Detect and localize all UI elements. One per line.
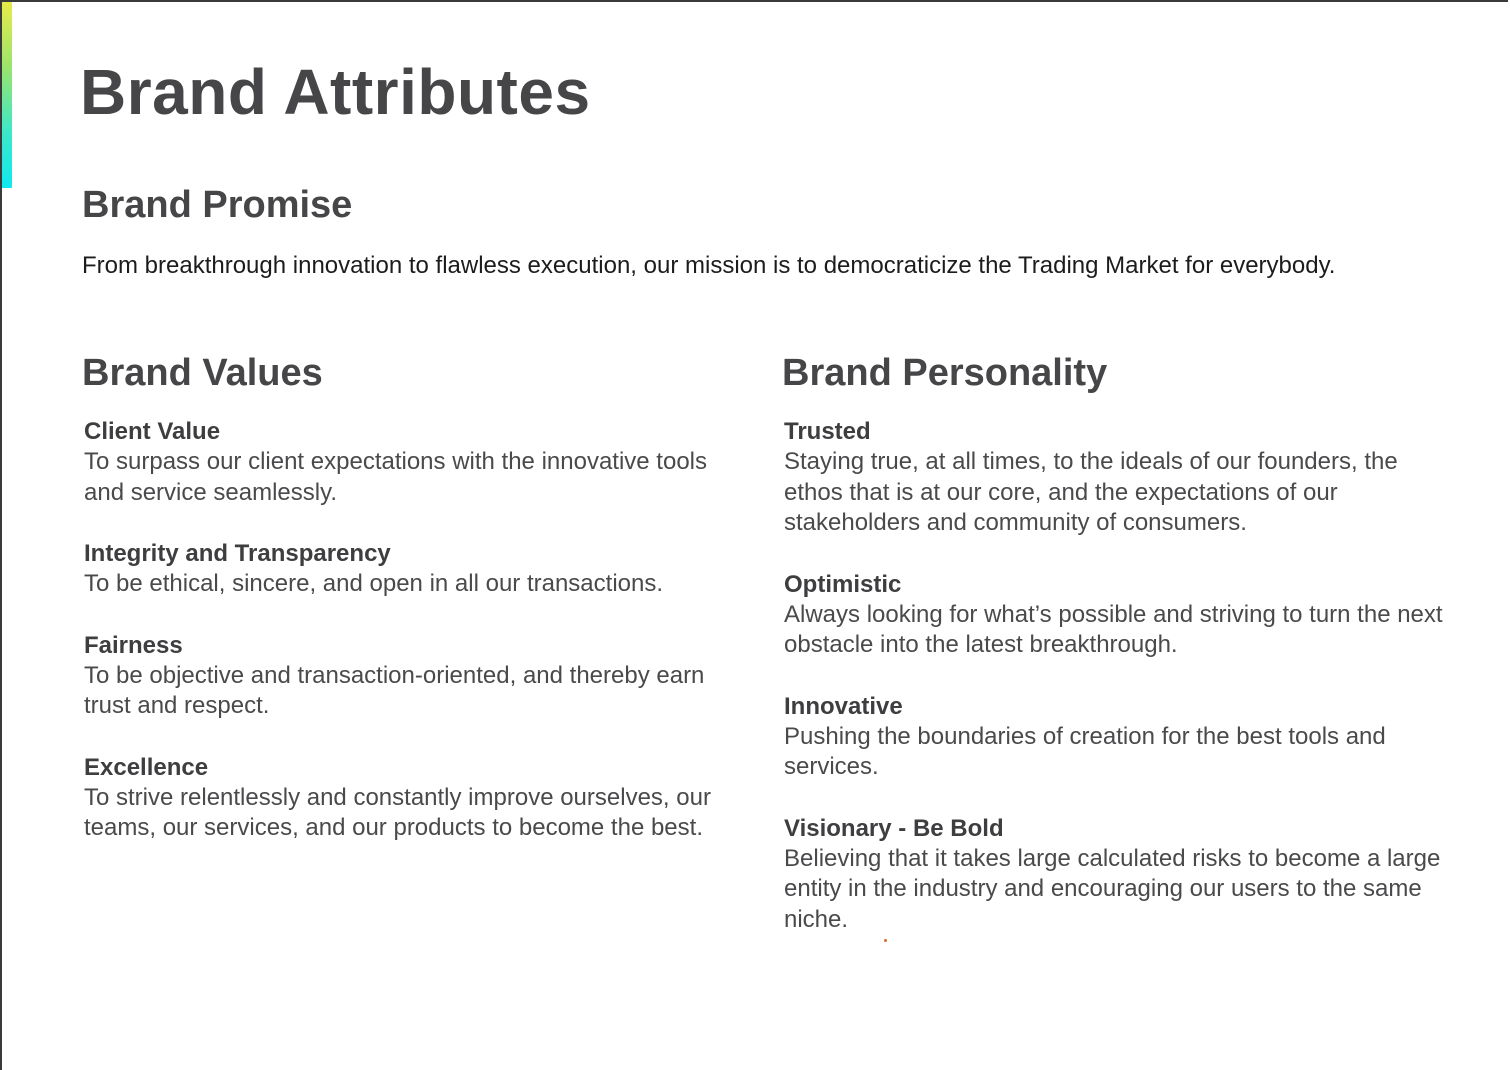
brand-promise-heading: Brand Promise <box>82 184 353 226</box>
brand-value-description: To be objective and transaction-oriented, and thereby earn trust and respect. <box>84 661 705 719</box>
brand-value-title: Fairness <box>84 631 183 659</box>
brand-value-title: Excellence <box>84 753 209 781</box>
brand-value-item <box>84 752 724 844</box>
brand-value-description: To strive relentlessly and constantly improve ourselves, our teams, our services, and our products to become the best. <box>84 783 711 841</box>
brand-promise-text: From breakthrough innovation to flawless execution, our mission is to democraticize the Trading Market for everybody. <box>82 252 1336 279</box>
brand-personality-title: Trusted <box>784 418 871 445</box>
brand-personality-item <box>784 569 1444 661</box>
brand-personality-description: Staying true, at all times, to the ideals of our founders, the ethos that is at our core, and the expectations of our stakeholders and community of consumers. <box>784 448 1398 536</box>
brand-value-item <box>84 416 724 508</box>
brand-value-description: To be ethical, sincere, and open in all our transactions. <box>84 570 664 597</box>
brand-personality-list <box>784 416 1444 965</box>
brand-personality-description: Believing that it takes large calculated risks to become a large entity in the industry and encouraging our users to the same niche. <box>784 844 1441 933</box>
page-title: Brand Attributes <box>80 56 591 128</box>
brand-personality-item <box>784 691 1444 783</box>
brand-personality-description: Pushing the boundaries of creation for the best tools and services. <box>784 722 1386 780</box>
brand-personality-title: Visionary - Be Bold <box>784 814 1004 842</box>
brand-personality-item <box>784 416 1444 539</box>
brand-personality-title: Innovative <box>784 692 903 720</box>
brand-value-item <box>84 538 724 600</box>
brand-value-title: Integrity and Transparency <box>84 540 391 567</box>
brand-personality-item <box>784 813 1444 936</box>
accent-gradient-bar <box>2 2 12 188</box>
brand-value-description: To surpass our client expectations with the innovative tools and service seamlessly. <box>84 448 708 506</box>
brand-values-list <box>84 416 724 874</box>
brand-value-item <box>84 630 724 722</box>
brand-personality-heading: Brand Personality <box>782 352 1108 394</box>
brand-personality-title: Optimistic <box>784 570 902 598</box>
brand-value-title: Client Value <box>84 418 221 445</box>
stray-dot <box>884 939 887 942</box>
brand-values-heading: Brand Values <box>82 352 323 394</box>
brand-personality-description: Always looking for what’s possible and striving to turn the next obstacle into the latest breakthrough. <box>784 600 1443 658</box>
